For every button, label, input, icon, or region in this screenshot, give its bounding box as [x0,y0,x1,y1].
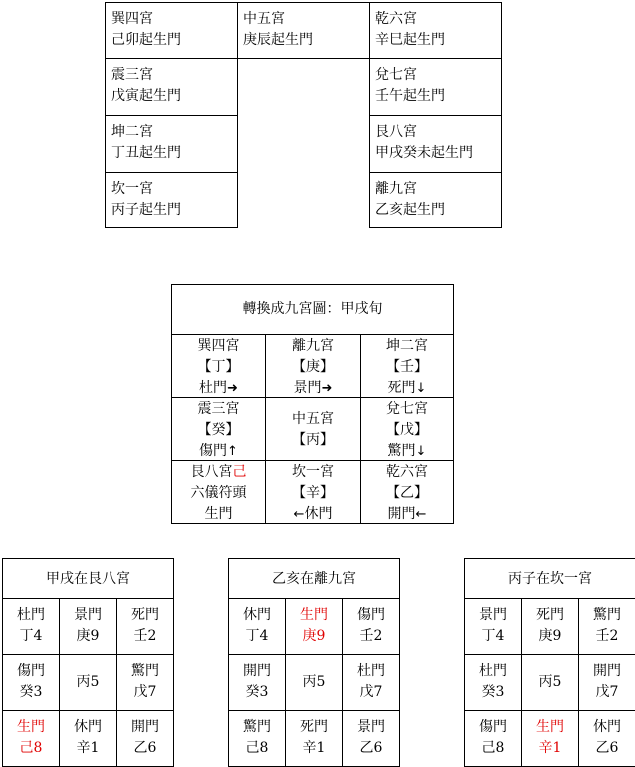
grid-cell [521,598,579,655]
grid-stem-number: 庚9 [538,628,562,644]
grid-stem-number: 癸3 [19,684,43,700]
conv-palace [172,462,265,483]
grid-stem-number: 戊7 [359,684,383,700]
grid-door: 杜門 [479,663,507,679]
conv-door: 生門 [204,506,233,522]
palace-cell-gen8 [369,115,502,173]
grid-stem-number: 乙6 [595,740,619,756]
grid-cell [578,598,635,655]
palace-cell-zhen3 [105,58,238,116]
palace-cell-qian6 [369,2,502,59]
grid-stem-number: 辛1 [302,740,326,756]
arrow-left-icon: ← [293,507,305,522]
conv-door [361,441,453,462]
palace-name: 艮八宮 [375,124,417,140]
grid-cell [228,654,286,711]
conv-palace: 兌七宮 [386,401,428,417]
grid-center-stem: 丙5 [538,674,562,690]
grid-center-stem: 丙5 [302,674,326,690]
conv-cell-qian6 [360,460,454,524]
grid-cell [285,598,343,655]
conv-stem: 【戊】 [386,422,428,438]
grid-door: 驚門 [131,663,159,679]
conv-door [172,378,265,399]
palace-name: 震三宮 [111,67,153,83]
conv-door-label: 傷門 [199,443,228,459]
conv-door [266,504,360,525]
grid-door: 景門 [357,719,385,735]
grid-door: 生門 [536,719,564,735]
grid-stem-number: 癸3 [245,684,269,700]
conv-door [361,378,453,399]
palace-text: 壬午起生門 [375,88,445,104]
grid-door: 杜門 [357,663,385,679]
conv-stem: 【乙】 [386,485,428,501]
conv-palace: 震三宮 [197,401,240,417]
conv-cell-kan1 [265,460,361,524]
conv-door-label: 杜門 [199,380,228,396]
grid-stem-number: 乙6 [359,740,383,756]
grid-cell [228,598,286,655]
grid-cell [59,710,117,767]
grid-door: 驚門 [593,607,621,623]
grid-cell [342,598,400,655]
conv-palace: 乾六宮 [386,464,428,480]
grid-door: 驚門 [243,719,271,735]
grid-center-stem: 丙5 [76,674,100,690]
conv-door-label: 景門 [293,380,322,396]
grid-stem-number: 丁4 [19,628,43,644]
palace-name: 乾六宮 [375,11,417,27]
arrow-down-icon: ↓ [415,444,427,459]
conv-palace: 巽四宮 [197,338,240,354]
conv-door-label: 死門 [387,380,416,396]
grid-door: 景門 [74,607,102,623]
grid-cell [116,710,174,767]
grid-door: 死門 [131,607,159,623]
grid-stem-number: 壬2 [595,628,619,644]
conv-palace: 中五宮 [292,411,334,427]
grid-cell [285,710,343,767]
grid-stem-number: 辛1 [538,740,562,756]
arrow-down-icon: ↓ [415,381,427,396]
conv-door [266,378,360,399]
grid-stem-number: 己8 [19,740,43,756]
palace-text: 丙子起生門 [111,202,181,218]
conv-note: 六儀符頭 [190,485,247,501]
palace-cell-zhong5 [237,2,370,59]
conv-palace-label: 艮八宮 [190,464,233,480]
grid-cell [2,654,60,711]
grid-stem-number: 丁4 [245,628,269,644]
palace-cell-kan1 [105,172,238,228]
grid-cell [2,710,60,767]
grid-door: 開門 [131,719,159,735]
grid-title: 甲戌在艮八宮 [2,558,174,599]
conv-cell-zhong5 [265,397,361,461]
grid-door: 休門 [593,719,621,735]
grid-door: 杜門 [17,607,45,623]
palace-text: 己卯起生門 [111,32,181,48]
conv-palace: 離九宮 [292,338,334,354]
grid-cell [464,710,522,767]
grid-cell [116,598,174,655]
grid-door: 死門 [536,607,564,623]
arrow-left-icon: ← [415,507,427,522]
grid-cell [59,598,117,655]
grid-cell [116,654,174,711]
grid-door: 休門 [74,719,102,735]
palace-text: 甲戌癸未起生門 [375,145,473,161]
palace-name: 離九宮 [375,181,417,197]
palace-text: 辛巳起生門 [375,32,445,48]
conv-stem: 【庚】 [292,359,334,375]
palace-cell-dui7 [369,58,502,116]
palace-name: 巽四宮 [111,11,153,27]
conv-stem: 【辛】 [292,485,334,501]
conv-stem: 【丙】 [292,432,334,448]
grid-cell [578,710,635,767]
palace-name: 中五宮 [243,11,285,27]
grid-door: 傷門 [479,719,507,735]
palace-cell-kun2 [105,115,238,173]
conv-door-label: 開門 [387,506,416,522]
conv-head-stem: 己 [232,464,247,480]
conv-cell-zhen3 [171,397,266,461]
grid-cell [228,710,286,767]
palace-text: 丁丑起生門 [111,145,181,161]
grid-cell [2,598,60,655]
conv-door-label: 驚門 [387,443,416,459]
grid-stem-number: 癸3 [481,684,505,700]
grid-cell [464,598,522,655]
palace-name: 坤二宮 [111,124,153,140]
conversion-title: 轉換成九宮圖：甲戌旬 [171,284,454,335]
palace-text: 乙亥起生門 [375,202,445,218]
palace-text: 戊寅起生門 [111,88,181,104]
grid-cell [59,654,117,711]
grid-title: 乙亥在離九宮 [228,558,400,599]
grid-title: 丙子在坎一宮 [464,558,635,599]
grid-stem-number: 辛1 [76,740,100,756]
palace-cell-xun4 [105,2,238,59]
grid-door: 傷門 [357,607,385,623]
conv-door-label: 休門 [304,506,333,522]
grid-door: 生門 [17,719,45,735]
grid-cell [285,654,343,711]
grid-stem-number: 戊7 [595,684,619,700]
grid-stem-number: 乙6 [133,740,157,756]
arrow-right-icon: ➜ [227,381,238,396]
grid-stem-number: 己8 [245,740,269,756]
grid-door: 死門 [300,719,328,735]
grid-cell [342,710,400,767]
conv-cell-li9 [265,334,361,398]
grid-door: 景門 [479,607,507,623]
conv-stem: 【丁】 [197,359,240,375]
conv-stem: 【壬】 [386,359,428,375]
grid-stem-number: 壬2 [359,628,383,644]
palace-text: 庚辰起生門 [243,32,313,48]
conv-cell-dui7 [360,397,454,461]
palace-cell-li9 [369,172,502,228]
grid-door: 開門 [593,663,621,679]
palace-name: 坎一宮 [111,181,153,197]
grid-cell [464,654,522,711]
grid-door: 開門 [243,663,271,679]
conv-stem: 【癸】 [197,422,240,438]
grid-cell [342,654,400,711]
grid-door: 休門 [243,607,271,623]
grid-door: 生門 [300,607,328,623]
grid-door: 傷門 [17,663,45,679]
grid-stem-number: 壬2 [133,628,157,644]
grid-stem-number: 庚9 [76,628,100,644]
conv-cell-xun4 [171,334,266,398]
grid-stem-number: 己8 [481,740,505,756]
grid-stem-number: 戊7 [133,684,157,700]
arrow-right-icon: ➜ [321,381,333,396]
conv-palace: 坎一宮 [292,464,334,480]
grid-stem-number: 丁4 [481,628,505,644]
conv-door [172,441,265,462]
conv-door [361,504,453,525]
conv-cell-kun2 [360,334,454,398]
grid-cell [578,654,635,711]
grid-cell [521,710,579,767]
grid-stem-number: 庚9 [302,628,326,644]
conv-cell-gen8 [171,460,266,524]
conv-palace: 坤二宮 [386,338,428,354]
palace-name: 兌七宮 [375,67,417,83]
arrow-up-icon: ↑ [227,444,238,459]
grid-cell [521,654,579,711]
